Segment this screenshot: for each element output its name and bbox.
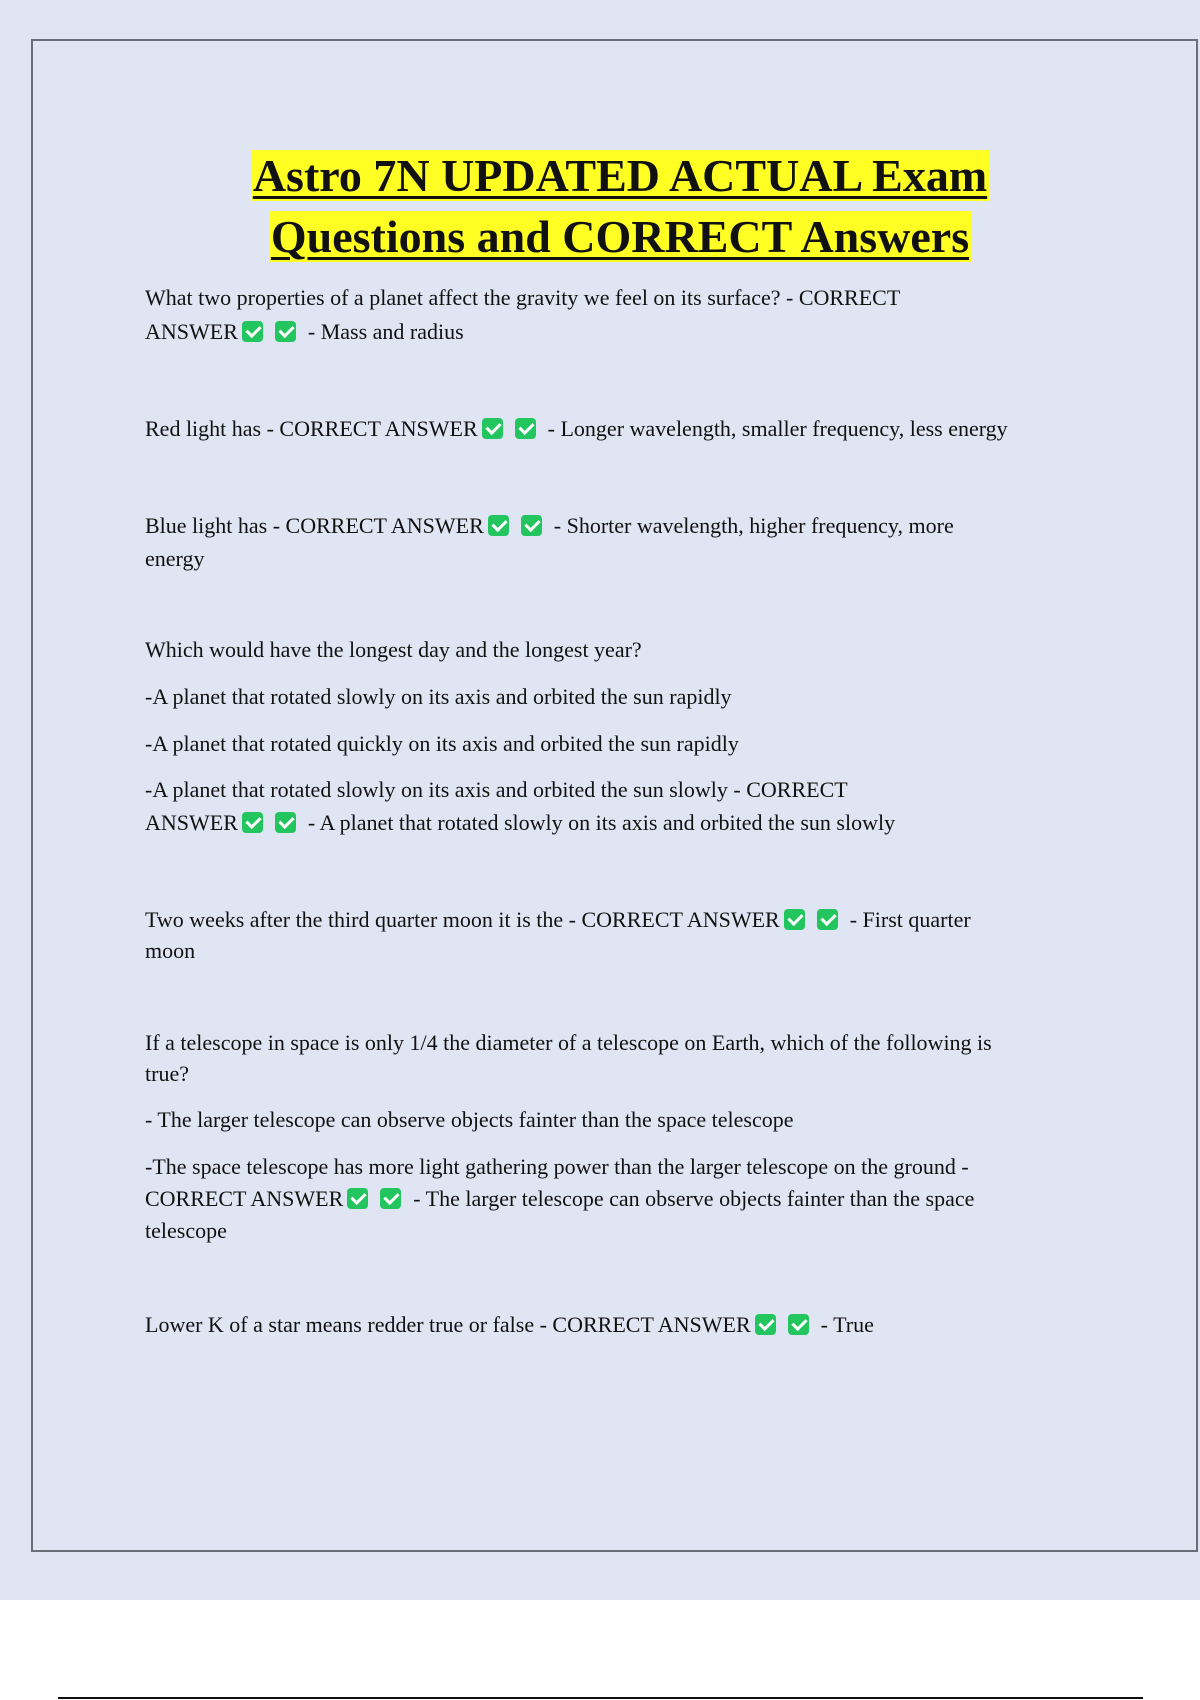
check-icon xyxy=(482,418,503,439)
check-icon xyxy=(347,1188,368,1209)
answer-5-continuation: moon xyxy=(145,938,196,963)
check-icon xyxy=(521,515,542,536)
document-title xyxy=(80,145,1160,267)
question-1-text: What two properties of a planet affect the gravity we feel on its surface? - CORRECT xyxy=(145,285,901,310)
title-line-2: Questions and CORRECT Answers xyxy=(270,211,970,262)
question-6-option-2: -The space telescope has more light gathering power than the larger telescope on the ground - xyxy=(145,1154,969,1179)
answer-4: - A planet that rotated slowly on its axis and orbited the sun slowly xyxy=(307,810,896,835)
question-4-tail: ANSWER xyxy=(145,810,238,835)
answer-2: - Longer wavelength, smaller frequency, less energy xyxy=(547,416,1008,441)
question-2-answer-line xyxy=(145,412,1008,445)
answer-7: - True xyxy=(820,1312,874,1337)
check-icon xyxy=(488,515,509,536)
check-icon xyxy=(380,1188,401,1209)
check-icon xyxy=(817,909,838,930)
question-5-text: Two weeks after the third quarter moon it is the - CORRECT ANSWER xyxy=(145,907,780,932)
title-line-1: Astro 7N UPDATED ACTUAL Exam xyxy=(252,150,988,201)
question-4-text: Which would have the longest day and the longest year? xyxy=(145,637,642,662)
answer-6: - The larger telescope can observe objects fainter than the space xyxy=(413,1186,975,1211)
question-2-text: Red light has - CORRECT ANSWER xyxy=(145,416,478,441)
question-6-answer-line xyxy=(145,1182,974,1215)
question-4-option-3: -A planet that rotated slowly on its axis and orbited the sun slowly - CORRECT xyxy=(145,777,848,802)
answer-3: - Shorter wavelength, higher frequency, more xyxy=(553,513,954,538)
question-4-option-1: -A planet that rotated slowly on its axis and orbited the sun rapidly xyxy=(145,684,732,709)
check-icon xyxy=(784,909,805,930)
check-icon xyxy=(515,418,536,439)
check-icon xyxy=(275,321,296,342)
footer-divider xyxy=(58,1697,1143,1699)
question-5-answer-line xyxy=(145,903,971,936)
answer-1: - Mass and radius xyxy=(307,319,464,344)
question-4-option-2: -A planet that rotated quickly on its axis and orbited the sun rapidly xyxy=(145,731,739,756)
answer-3-continuation: energy xyxy=(145,546,205,571)
question-3-text: Blue light has - CORRECT ANSWER xyxy=(145,513,484,538)
check-icon xyxy=(242,321,263,342)
question-1-tail: ANSWER xyxy=(145,319,238,344)
question-7-answer-line xyxy=(145,1308,874,1341)
question-3-answer-line xyxy=(145,509,954,542)
check-icon xyxy=(755,1314,776,1335)
question-4-answer-line xyxy=(145,806,895,839)
question-1-answer-line xyxy=(145,315,464,348)
check-icon xyxy=(242,812,263,833)
check-icon xyxy=(275,812,296,833)
question-6-text: If a telescope in space is only 1/4 the diameter of a telescope on Earth, which of the following is xyxy=(145,1030,992,1055)
question-6-option-1: - The larger telescope can observe objects fainter than the space telescope xyxy=(145,1107,794,1132)
question-7-text: Lower K of a star means redder true or false - CORRECT ANSWER xyxy=(145,1312,751,1337)
answer-6-continuation: telescope xyxy=(145,1218,227,1243)
check-icon xyxy=(788,1314,809,1335)
answer-5: - First quarter xyxy=(849,907,971,932)
question-6-tail: CORRECT ANSWER xyxy=(145,1186,344,1211)
question-6-continuation: true? xyxy=(145,1061,189,1086)
